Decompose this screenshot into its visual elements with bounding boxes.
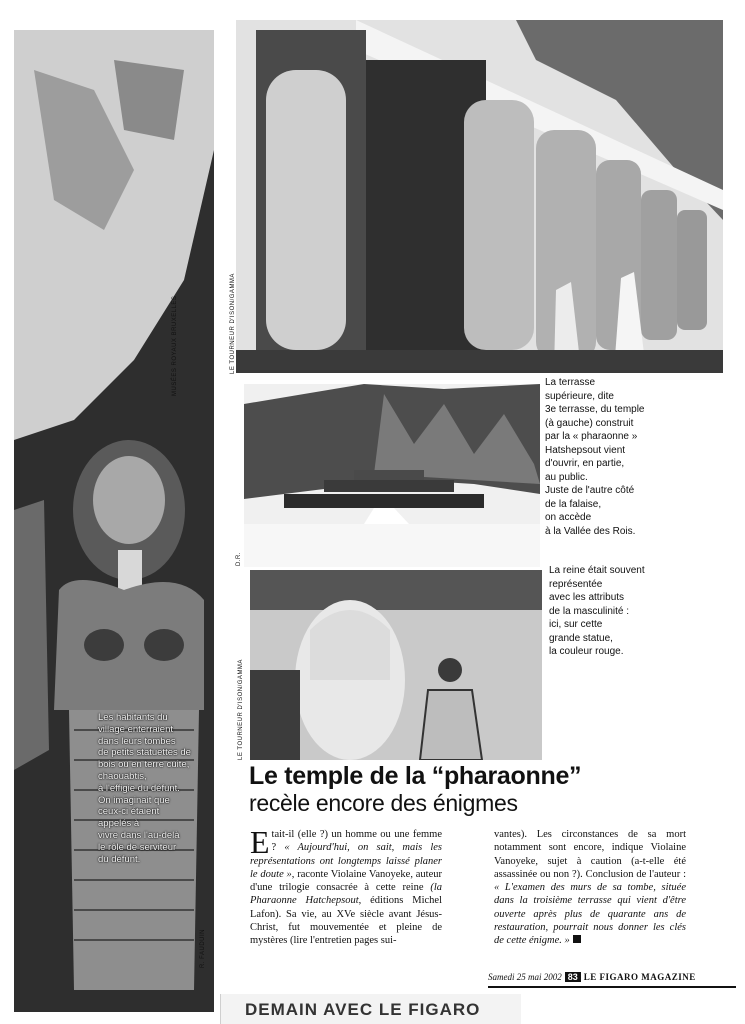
credit-left-bottom: R. FAUDUIN [200, 928, 206, 968]
footer-date: Samedi 25 mai 2002 [488, 972, 562, 982]
col1-text-c: , raconte Violaine Vanoyeke, auteur d'une trilogie consacrée à cette reine [250, 868, 442, 894]
footer-magazine-name: LE FIGARO MAGAZINE [583, 972, 696, 982]
reine-caption: La reine était souvent représentée avec les attributs de la masculinité : ici, sur cette grande statue, la couleur rouge. [549, 565, 645, 657]
article-column-2 [494, 828, 686, 948]
footer-rule [488, 986, 736, 988]
col1-text-e: , éditions Michel Lafon). Sa vie, au XVe siècle avant Jésus-Christ, fut mouvementée et pleine de mystères (lire l'entretien pages sui- [250, 895, 442, 947]
col2-text-a: vantes). Les circonstances de sa mort notamment sont encore, indique Violaine Vanoyeke, sujet à caution (a-t-elle été assassinée ou non ?). Conclusion de l'auteur : [494, 829, 686, 880]
footer-page-number: 83 [565, 972, 581, 982]
article-subhead: recèle encore des énigmes [249, 790, 518, 816]
statuette-caption: Les habitants du village enterraient dans leurs tombes de petits statuettes de bois ou en terre cuite, chaouabtis, à l'effigie du défunt. On imaginait que ceux-ci étaient appelés à vivre dans l'au-delà le rôle de serviteur du défunt. [98, 712, 191, 865]
col2-quote: « L'examen des murs de sa tombe, située dans la troisième terrasse qui vient d'être ouverte après plus de quarante ans de restauration, pourrait nous donner les clés de cette énigme. » [494, 882, 686, 947]
credit-bottom-photo: LE TOURNEUR D'ISON/GAMMA [238, 659, 244, 760]
temple-terraces-photo [244, 384, 540, 567]
terrasse-caption: La terrasse supérieure, dite 3e terrasse, du temple (à gauche) construit par la « pharaonne » Hatshepsout vient d'ouvrir, en partie, au public. Juste de l'autre côté de la falaise, on accède à la Vallée des Rois. [545, 377, 645, 537]
credit-musees: MUSÉES ROYAUX BRUXELLES [172, 295, 178, 396]
article-column-1 [250, 824, 442, 948]
page-footer [488, 972, 736, 984]
statue-and-visitor-photo [250, 570, 542, 760]
end-of-article-mark [573, 935, 581, 943]
credit-top-photo: LE TOURNEUR D'ISON/GAMMA [230, 273, 236, 374]
drop-cap: E [250, 824, 270, 860]
next-page-banner: DEMAIN AVEC LE FIGARO [245, 1000, 481, 1019]
article-headline: Le temple de la “pharaonne” [249, 762, 582, 790]
colonnade-photo [236, 20, 723, 373]
col1-book-title: (la Pharaonne Hatchepsout [250, 882, 442, 907]
credit-mid-photo: D.R. [236, 552, 242, 566]
col1-quote: « Aujourd'hui, on sait, mais les représentations ont longtemps laissé planer le doute » [250, 842, 442, 880]
col1-text-a: tait-il (elle ?) un homme ou une femme ? [271, 829, 442, 854]
